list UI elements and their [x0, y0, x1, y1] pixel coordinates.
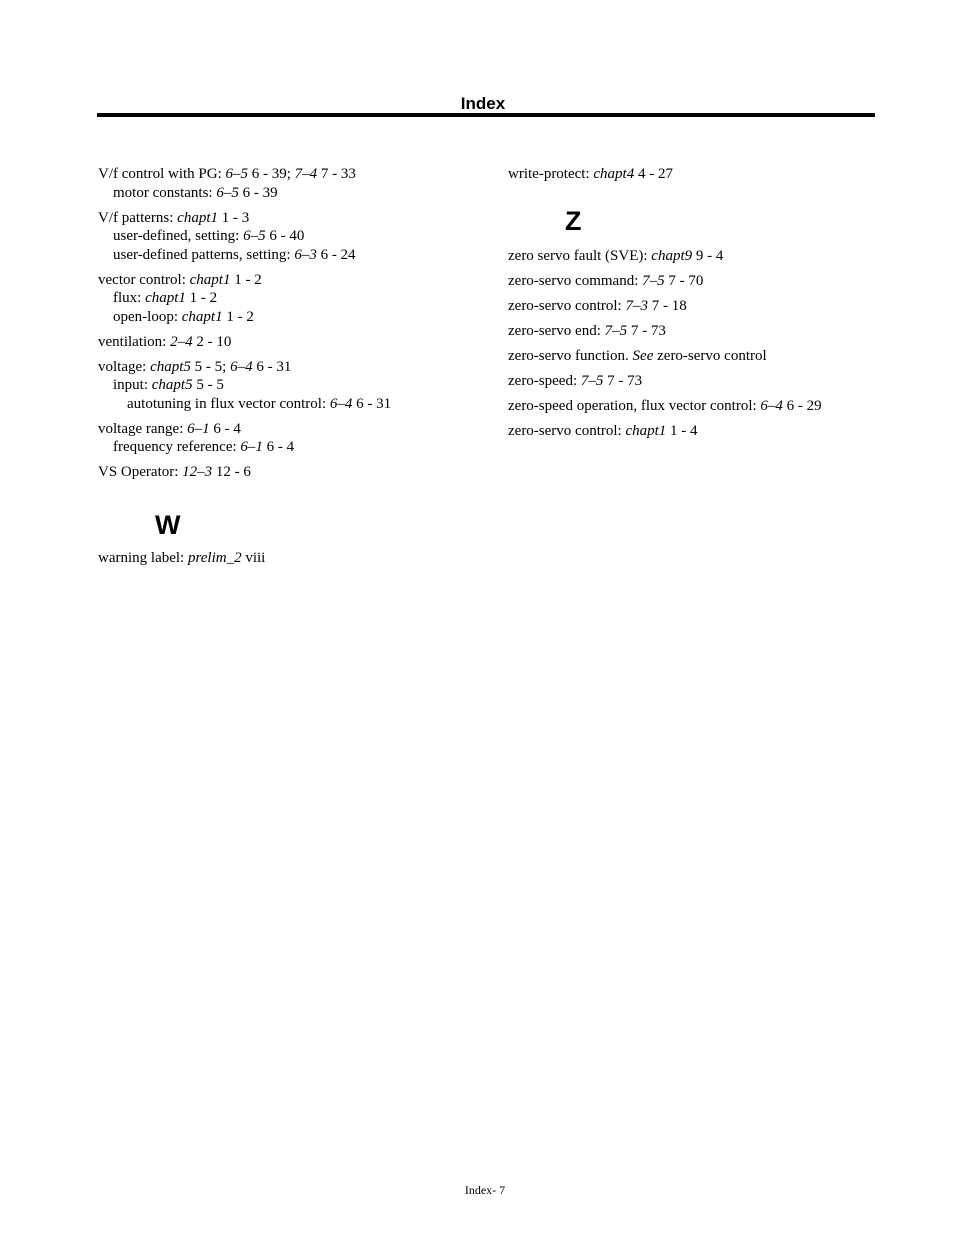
entry-text: 6 - 24: [316, 246, 356, 263]
page-reference: chapt1: [189, 271, 231, 288]
index-entry: [508, 422, 888, 441]
entry-text: 1 - 2: [230, 271, 262, 288]
index-entry: [98, 165, 488, 202]
entry-text: 6 - 31: [252, 358, 292, 375]
page-reference: chapt1: [177, 209, 218, 226]
page-reference: 7–4: [294, 166, 318, 182]
index-subentry: [98, 246, 488, 265]
entry-text: 5 - 5;: [190, 358, 231, 375]
entry-text: user-defined, setting:: [113, 228, 244, 244]
entry-text: zero-servo control:: [508, 297, 626, 314]
page-reference: chapt5: [151, 377, 193, 393]
page-reference: chapt5: [150, 358, 191, 375]
index-entry: [508, 372, 888, 391]
entry-text: write-protect:: [508, 166, 594, 182]
index-entry: [98, 271, 488, 327]
index-term: [508, 322, 888, 341]
index-subentry: [98, 289, 488, 308]
index-subentry: [98, 308, 488, 327]
index-term: [508, 422, 888, 441]
index-entry: [98, 333, 488, 352]
page-reference: 6–3: [294, 246, 317, 263]
page-reference: chapt1: [145, 290, 186, 306]
entry-text: 12 - 6: [212, 464, 251, 480]
index-entry: [98, 358, 488, 414]
entries-w: [98, 549, 488, 568]
entry-text: 7 - 18: [647, 297, 687, 314]
page-reference: 6–1: [240, 439, 263, 455]
index-entry: [508, 322, 888, 341]
entry-text: 6 - 39: [238, 184, 278, 201]
index-entry: [98, 420, 488, 457]
index-term: [508, 247, 888, 266]
entry-text: zero-speed operation, flux vector control:: [508, 397, 761, 414]
entry-text: 1 - 3: [217, 209, 250, 226]
index-entry: [98, 463, 488, 482]
entry-text: 9 - 4: [692, 247, 724, 264]
entry-text: voltage range:: [98, 420, 188, 437]
index-entry: [508, 247, 888, 266]
index-entry: [508, 297, 888, 316]
entry-text: viii: [241, 549, 266, 566]
page-reference: 12–3: [182, 464, 213, 480]
entry-text: 6 - 39;: [248, 166, 295, 182]
entry-text: 2 - 10: [192, 333, 232, 350]
entry-text: 5 - 5: [192, 377, 224, 393]
entry-text: zero-servo function.: [508, 347, 633, 364]
page-reference: chapt1: [181, 308, 223, 325]
page-reference: See: [632, 347, 654, 364]
entry-text: motor constants:: [113, 184, 217, 201]
entry-text: 7 - 73: [603, 372, 643, 389]
page-reference: 6–5: [216, 184, 239, 201]
index-entry: [98, 209, 488, 265]
entry-text: 4 - 27: [634, 166, 673, 182]
entry-text: input:: [113, 377, 152, 393]
index-term: [98, 165, 488, 184]
entry-text: 1 - 2: [185, 290, 218, 306]
entry-text: zero-servo command:: [508, 272, 643, 289]
entries-write: [508, 165, 888, 184]
entry-text: autotuning in flux vector control:: [127, 395, 330, 412]
page-number: Index- 7: [464, 1183, 506, 1197]
index-term: [98, 209, 488, 228]
page-reference: chapt1: [625, 422, 667, 439]
index-subentry: [98, 376, 488, 395]
entry-text: 1 - 4: [666, 422, 698, 439]
index-term: [98, 271, 488, 290]
index-subentry: [98, 395, 488, 414]
page-reference: 6–1: [187, 420, 210, 437]
page-reference: chapt4: [593, 166, 635, 182]
index-entry: [508, 397, 888, 416]
entry-text: zero-servo control: [653, 347, 767, 364]
header-rule: [97, 113, 875, 117]
entry-text: 7 - 33: [317, 166, 356, 182]
section-letter-w: W: [155, 509, 181, 540]
entry-text: warning label:: [98, 549, 188, 566]
section-letter-z: Z: [565, 205, 582, 236]
entry-text: 6 - 4: [262, 439, 295, 455]
entry-text: V/f control with PG:: [98, 166, 226, 182]
page-reference: 6–5: [225, 166, 248, 182]
index-term: [508, 347, 888, 366]
page-reference: 6–4: [329, 395, 353, 412]
entry-text: zero servo fault (SVE):: [508, 247, 652, 264]
index-term: [98, 549, 488, 568]
page-reference: 2–4: [170, 333, 193, 350]
index-subentry: [98, 184, 488, 203]
entry-text: ventilation:: [98, 333, 171, 350]
page-reference: 6–4: [230, 358, 253, 375]
index-term: [508, 165, 888, 184]
entry-text: user-defined patterns, setting:: [113, 246, 295, 263]
entry-text: VS Operator:: [98, 464, 183, 480]
entry-text: V/f patterns:: [98, 209, 178, 226]
index-term: [98, 420, 488, 439]
entry-text: vector control:: [98, 271, 190, 288]
entry-text: 7 - 70: [664, 272, 704, 289]
index-column-left: [98, 165, 488, 574]
index-term: [98, 463, 488, 482]
index-term: [508, 272, 888, 291]
entry-text: 6 - 40: [265, 228, 305, 244]
entries-v: [98, 165, 488, 482]
entries-z: [508, 247, 888, 441]
page-reference: chapt9: [651, 247, 693, 264]
index-entry: [508, 272, 888, 291]
index-column-right: [508, 165, 888, 447]
page-reference: prelim_2: [187, 549, 242, 566]
page-reference: 6–4: [760, 397, 783, 414]
entry-text: voltage:: [98, 358, 151, 375]
index-subentry: [98, 227, 488, 246]
entry-text: open-loop:: [113, 308, 182, 325]
page-reference: 6–5: [243, 228, 266, 244]
page-reference: 7–5: [642, 272, 665, 289]
page-reference: 7–5: [604, 322, 628, 339]
entry-text: 6 - 31: [352, 395, 392, 412]
index-term: [508, 397, 888, 416]
index-subentry: [98, 438, 488, 457]
page-reference: 7–5: [580, 372, 604, 389]
index-entry: [98, 549, 488, 568]
entry-text: frequency reference:: [113, 439, 241, 455]
index-entry: [508, 165, 888, 184]
entry-text: 6 - 29: [782, 397, 822, 414]
entry-text: zero-servo control:: [508, 422, 626, 439]
index-term: [508, 372, 888, 391]
entry-text: zero-speed:: [508, 372, 581, 389]
page-header-title: Index: [460, 94, 506, 113]
entry-text: 6 - 4: [209, 420, 241, 437]
page-reference: 7–3: [625, 297, 648, 314]
entry-text: 7 - 73: [627, 322, 666, 339]
index-entry: [508, 347, 888, 366]
entry-text: flux:: [113, 290, 146, 306]
index-term: [98, 333, 488, 352]
entry-text: zero-servo end:: [508, 322, 605, 339]
entry-text: 1 - 2: [222, 308, 254, 325]
index-term: [98, 358, 488, 377]
index-term: [508, 297, 888, 316]
